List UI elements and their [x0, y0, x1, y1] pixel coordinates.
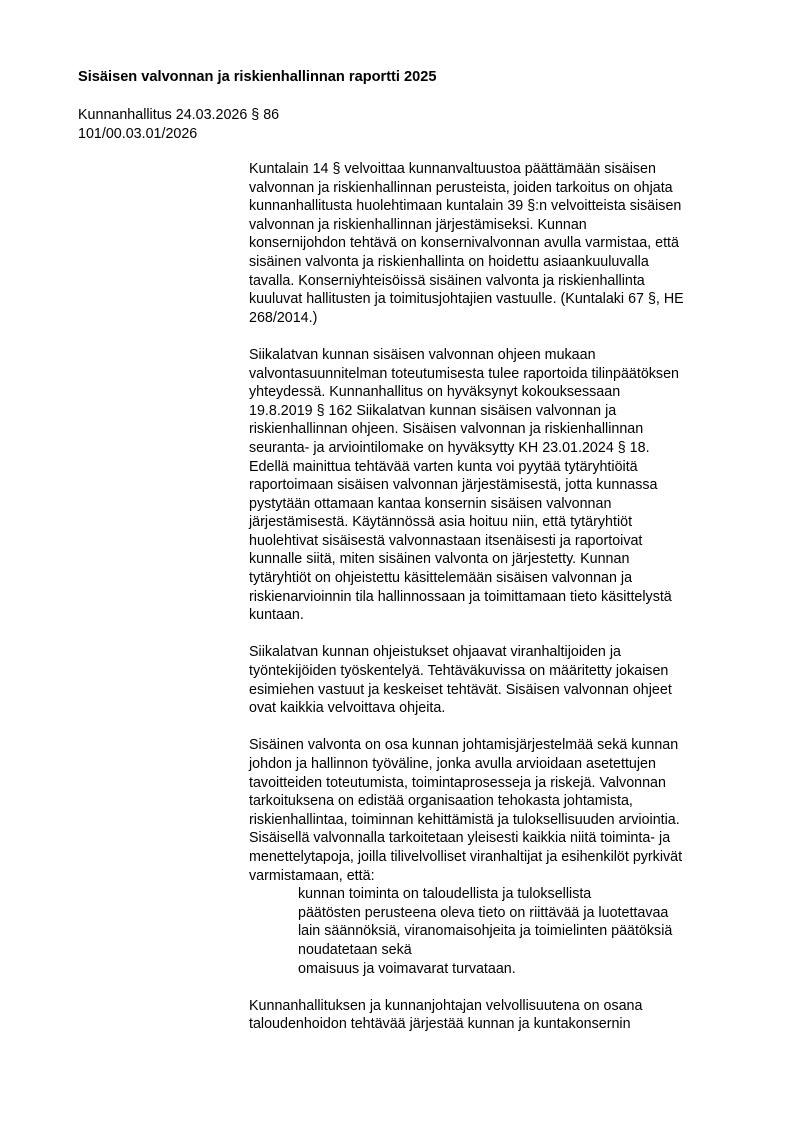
meeting-line: Kunnanhallitus 24.03.2026 § 86	[78, 107, 280, 123]
text-line: Siikalatvan kunnan ohjeistukset ohjaavat viranhaltijoiden ja	[249, 644, 621, 661]
text-line: kuuluvat hallitusten ja toimitusjohtajien vastuulle. (Kuntalaki 67 §, HE	[249, 291, 684, 308]
text-line: huolehtivat sisäisestä valvonnastaan itsenäisesti ja raportoivat	[249, 532, 643, 549]
document-meta	[78, 106, 279, 143]
text-line: konsernijohdon tehtävä on konsernivalvonnan avulla varmistaa, että	[249, 235, 679, 252]
text-line: riskienhallinnan ohjeen. Sisäisen valvonnan ja riskienhallinnan	[249, 421, 644, 438]
text-line: Edellä mainittua tehtävää varten kunta voi pyytää tytäryhtiöitä	[249, 458, 638, 475]
text-line: tytäryhtiöt on ohjeistettu käsittelemään sisäisen valvonnan ja	[249, 570, 633, 587]
text-line: kunnanhallitusta huolehtimaan kuntalain 39 §:n velvoitteista sisäisen	[249, 198, 682, 215]
list-item: lain säännöksiä, viranomaisohjeita ja toimielinten päätöksiä	[298, 923, 673, 940]
paragraph	[249, 736, 759, 885]
text-line: seuranta- ja arviointilomake on hyväksytty KH 23.01.2024 § 18.	[249, 439, 650, 456]
text-line: Sisäisellä valvonnalla tarkoitetaan yleisesti kaikkia niitä toiminta- ja	[249, 830, 671, 847]
paragraph	[249, 643, 759, 717]
text-line: menettelytapoja, joilla tilivelvolliset viranhaltijat ja esihenkilöt pyrkivät	[249, 848, 683, 865]
text-line: 268/2014.)	[249, 309, 318, 326]
text-line: sisäinen valvonta ja riskienhallinta on hoidettu asiaankuuluvalla	[249, 253, 649, 270]
text-line: riskienarvioinnin tila hallinnossaan ja toimittamaan tieto käsittelystä	[249, 588, 672, 605]
paragraph	[249, 997, 759, 1034]
document-title: Sisäisen valvonnan ja riskienhallinnan raportti 2025	[78, 69, 437, 85]
text-line: valvonnan ja riskienhallinnan perusteista, joiden tarkoitus on ohjata	[249, 179, 673, 196]
text-line: järjestämisestä. Käytännössä asia hoituu niin, että tytäryhtiöt	[249, 514, 633, 531]
text-line: yhteydessä. Kunnanhallitus on hyväksynyt kokouksessaan	[249, 384, 621, 401]
text-line: tavalla. Konserniyhteisöissä sisäinen valvonta ja riskienhallinta	[249, 272, 645, 289]
text-line: valvonnan ja riskienhallinnan järjestämiseksi. Kunnan	[249, 216, 587, 233]
text-line: ovat kaikkia velvoittava ohjeita.	[249, 700, 446, 717]
text-line: kunnalle siitä, miten sisäinen valvonta on järjestetty. Kunnan	[249, 551, 630, 568]
requirement-list	[249, 885, 759, 978]
text-line: 19.8.2019 § 162 Siikalatvan kunnan sisäisen valvonnan ja	[249, 402, 617, 419]
list-item: omaisuus ja voimavarat turvataan.	[298, 960, 516, 977]
reference-number: 101/00.03.01/2026	[78, 125, 198, 142]
text-line: tarkoituksena on edistää organisaation tehokasta johtamista,	[249, 793, 633, 810]
text-line: riskienhallintaa, toiminnan kehittämistä ja tuloksellisuuden arviointia.	[249, 811, 680, 828]
text-line: esimiehen vastuut ja keskeiset tehtävät. Sisäisen valvonnan ohjeet	[249, 681, 672, 698]
text-line: johdon ja hallinnon työväline, jonka avulla arvioidaan asetettujen	[249, 756, 656, 772]
list-item: kunnan toiminta on taloudellista ja tuloksellista	[298, 886, 592, 903]
text-line: taloudenhoidon tehtävää järjestää kunnan ja kuntakonsernin	[249, 1016, 631, 1033]
text-line: kuntaan.	[249, 607, 304, 624]
list-item: noudatetaan sekä	[298, 941, 412, 958]
document-body	[249, 160, 759, 1034]
text-line: Siikalatvan kunnan sisäisen valvonnan ohjeen mukaan	[249, 346, 596, 363]
paragraph	[249, 160, 759, 327]
text-line: valvontasuunnitelman toteutumisesta tulee raportoida tilinpäätöksen	[249, 365, 679, 382]
text-line: Kunnanhallituksen ja kunnanjohtajan velvollisuutena on osana	[249, 997, 643, 1014]
text-line: pystytään ottamaan kantaa konsernin sisäisen valvonnan	[249, 495, 612, 512]
text-line: tavoitteiden toteutumista, toimintaprosesseja ja riskejä. Valvonnan	[249, 774, 666, 791]
text-line: varmistamaan, että:	[249, 867, 375, 884]
text-line: Kuntalain 14 § velvoittaa kunnanvaltuustoa päättämään sisäisen	[249, 161, 656, 177]
list-item: päätösten perusteena oleva tieto on riittävää ja luotettavaa	[298, 904, 669, 921]
text-line: Sisäinen valvonta on osa kunnan johtamisjärjestelmää sekä kunnan	[249, 737, 679, 754]
text-line: työntekijöiden työskentelyä. Tehtäväkuvissa on määritetty jokaisen	[249, 663, 669, 680]
text-line: raportoimaan sisäisen valvonnan järjestämisestä, jotta kunnassa	[249, 477, 658, 494]
paragraph	[249, 346, 759, 625]
